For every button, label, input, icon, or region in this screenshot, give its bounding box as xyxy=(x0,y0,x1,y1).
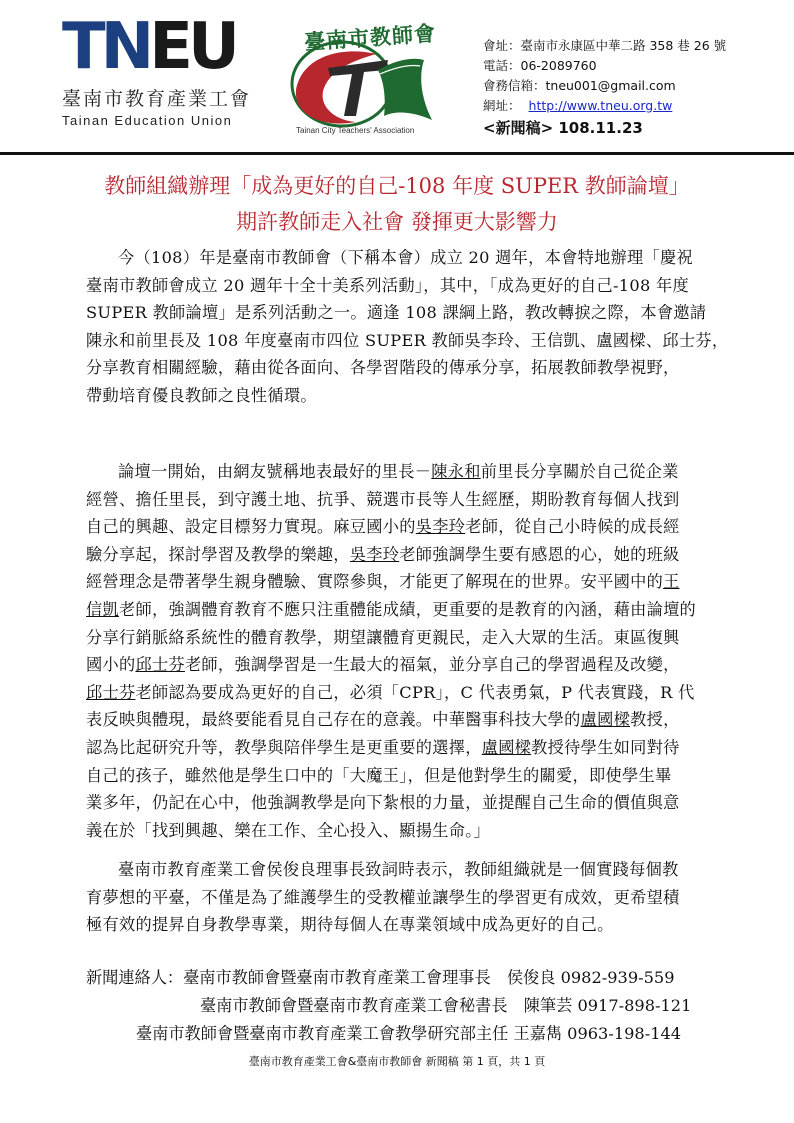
paragraph-line: 經營、擔任里長，到守護土地、抗爭、競選市長等人生經歷，期盼教育每個人找到 xyxy=(86,489,680,509)
paragraph-line: 今（108）年是臺南市教師會（下稱本會）成立 20 週年，本會特地辦理「慶祝 xyxy=(118,248,693,267)
name-wu-liling: 吳李玲 xyxy=(349,544,400,564)
tneu-logo xyxy=(62,10,252,128)
paragraph-line: 分享行銷脈絡系統性的體育教學，期望讓體育更親民，走入大眾的生活。東區復興 xyxy=(86,627,680,647)
paragraph-1 xyxy=(86,244,746,410)
paragraph-line: 經營理念是帶著學生親身體驗、實際參與，才能更了解現在的世界。安平國中的王 xyxy=(86,572,680,592)
paragraph-2 xyxy=(86,458,746,844)
name-lu-guoliang: 盧國樑 xyxy=(580,710,631,730)
contact-address: 會址：臺南市永康區中華二路 358 巷 26 號 xyxy=(483,38,727,53)
paragraph-line: 業多年，仍記在心中，他強調教學是向下紮根的力量，並提醒自己生命的價值與意 xyxy=(86,793,680,813)
press-contact-3: 臺南市教師會暨臺南市教育產業工會教學研究部主任 王嘉雋 0963-198-144 xyxy=(136,1024,682,1043)
name-qiu-shifen: 邱士芬 xyxy=(135,655,185,675)
paragraph-3 xyxy=(86,856,746,939)
tta-logo-en: Tainan City Teachers' Association xyxy=(296,126,415,135)
tneu-logo-zh: 臺南市教育產業工會 xyxy=(62,88,252,110)
contact-phone: 電話：06-2089760 xyxy=(483,58,597,73)
paragraph-line: 極有效的提昇自身教學專業，期待每個人在專業領域中成為更好的自己。 xyxy=(86,915,614,935)
page-footer: 臺南市教育產業工會&臺南市教師會 新聞稿 第 1 頁，共 1 頁 xyxy=(248,1055,546,1068)
tta-logo xyxy=(272,8,462,140)
subheadline: 期許教師走入社會 發揮更大影響力 xyxy=(236,210,558,234)
contact-email: 會務信箱：tneu001@gmail.com xyxy=(483,78,676,93)
paragraph-line: 臺南市教師會成立 20 週年十全十美系列活動」，其中，「成為更好的自己-108 年度 xyxy=(86,275,689,295)
press-release-date: <新聞稿> 108.11.23 xyxy=(483,119,643,137)
paragraph-line: 陳永和前里長及 108 年度臺南市四位 SUPER 教師吳李玲、王信凱、盧國樑、邱士芬， xyxy=(86,330,729,350)
name-wu-liling: 吳李玲 xyxy=(415,517,466,537)
name-wang-xinkai: 信凱 xyxy=(86,599,119,619)
press-contact-1: 新聞連絡人：臺南市教師會暨臺南市教育產業工會理事長 侯俊良 0982-939-559 xyxy=(86,968,675,987)
tneu-logo-wordmark: TNEU xyxy=(62,10,235,84)
tta-logo-zh: 臺南市教師會 xyxy=(303,20,437,55)
paragraph-line: 自己的興趣、設定目標努力實現。麻豆國小的吳李玲老師，從自己小時候的成長經 xyxy=(86,517,680,537)
paragraph-line: 認為比起研究升等，教學與陪伴學生是更重要的選擇，盧國樑教授待學生如同對待 xyxy=(86,737,680,757)
paragraph-line: 信凱老師，強調體育教育不應只注重體能成績，更重要的是教育的內涵，藉由論壇的 xyxy=(86,599,697,619)
press-contact-2: 臺南市教師會暨臺南市教育產業工會秘書長 陳筆芸 0917-898-121 xyxy=(200,996,692,1015)
paragraph-line: 邱士芬老師認為要成為更好的自己，必須「CPR」，C 代表勇氣，P 代表實踐，R 代 xyxy=(86,682,695,702)
tneu-logo-en: Tainan Education Union xyxy=(62,113,233,128)
headline: 教師組織辦理「成為更好的自己-108 年度 SUPER 教師論壇」 xyxy=(104,174,690,198)
paragraph-line: 表反映與體現，最終要能看見自己存在的意義。中華醫事科技大學的盧國樑教授， xyxy=(86,710,680,730)
paragraph-line: 國小的邱士芬老師，強調學習是一生最大的福氣，並分享自己的學習過程及改變， xyxy=(86,655,680,675)
name-wang-xinkai: 王 xyxy=(663,572,680,592)
paragraph-line: 驗分享起，探討學習及教學的樂趣，吳李玲老師強調學生要有感恩的心，她的班級 xyxy=(86,544,680,564)
paragraph-line: 義在於「找到興趣、樂在工作、全心投入、顯揚生命。」 xyxy=(86,820,491,840)
contact-website xyxy=(483,96,726,116)
paragraph-line: 自己的孩子，雖然他是學生口中的「大魔王」，但是他對學生的關愛，即使學生畢 xyxy=(86,765,672,785)
website-label: 網址： xyxy=(483,98,521,113)
paragraph-line: 帶動培育優良教師之良性循環。 xyxy=(86,385,317,405)
website-link[interactable]: http://www.tneu.org.tw xyxy=(528,98,673,113)
name-lu-guoliang: 盧國樑 xyxy=(481,737,532,757)
paragraph-line: 育夢想的平臺，不僅是為了維護學生的受教權並讓學生的學習更有成效，更希望積 xyxy=(86,887,680,907)
press-contacts xyxy=(86,964,746,1048)
paragraph-line: 分享教育相關經驗，藉由從各面向、各學習階段的傳承分享，拓展教師教學視野， xyxy=(86,358,680,378)
name-chen-yonghe: 陳永和 xyxy=(431,462,481,481)
name-qiu-shifen: 邱士芬 xyxy=(86,682,136,702)
paragraph-line: SUPER 教師論壇」是系列活動之一。適逢 108 課綱上路，教改轉捩之際，本會邀請 xyxy=(86,303,707,323)
paragraph-line: 臺南市教育產業工會侯俊良理事長致詞時表示，教師組織就是一個實踐每個教 xyxy=(118,860,679,879)
contact-block xyxy=(483,36,726,138)
header-divider xyxy=(0,152,794,155)
paragraph-line: 論壇一開始，由網友號稱地表最好的里長－陳永和前里長分享關於自己從企業 xyxy=(118,462,679,481)
